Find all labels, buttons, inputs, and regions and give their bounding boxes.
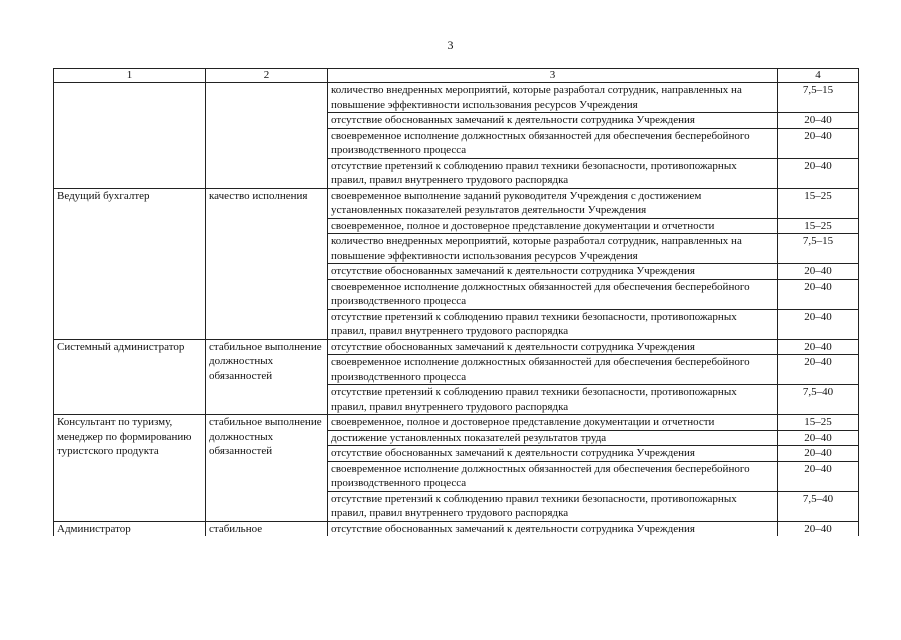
- position-cell: [54, 83, 206, 189]
- position-cell: Администратор: [54, 521, 206, 536]
- position-cell: Системный администратор: [54, 339, 206, 415]
- header-col-1: 1: [54, 69, 206, 83]
- score-cell: 20–40: [778, 339, 859, 355]
- indicator-cell: отсутствие претензий к соблюдению правил техники безопасности, противопожарных правил, правил внутреннего трудового распорядка: [328, 385, 778, 415]
- score-cell: 7,5–40: [778, 385, 859, 415]
- score-cell: 7,5–40: [778, 491, 859, 521]
- indicator-cell: своевременное исполнение должностных обязанностей для обеспечения бесперебойного производственного процесса: [328, 461, 778, 491]
- score-cell: 20–40: [778, 113, 859, 129]
- criterion-cell: стабильное: [206, 521, 328, 536]
- score-cell: 20–40: [778, 446, 859, 462]
- indicator-cell: отсутствие обоснованных замечаний к деятельности сотрудника Учреждения: [328, 446, 778, 462]
- header-row: [54, 69, 859, 83]
- criterion-cell: стабильное выполнение должностных обязанностей: [206, 415, 328, 522]
- indicator-cell: отсутствие обоснованных замечаний к деятельности сотрудника Учреждения: [328, 113, 778, 129]
- score-cell: 20–40: [778, 430, 859, 446]
- criterion-cell: [206, 83, 328, 189]
- score-cell: 15–25: [778, 218, 859, 234]
- table-row: [54, 521, 859, 536]
- position-cell: Консультант по туризму, менеджер по формированию туристского продукта: [54, 415, 206, 522]
- score-cell: 7,5–15: [778, 83, 859, 113]
- score-cell: 20–40: [778, 158, 859, 188]
- criteria-table: [53, 68, 859, 536]
- criterion-cell: качество исполнения: [206, 188, 328, 339]
- indicator-cell: отсутствие обоснованных замечаний к деятельности сотрудника Учреждения: [328, 521, 778, 536]
- indicator-cell: своевременное исполнение должностных обязанностей для обеспечения бесперебойного производственного процесса: [328, 128, 778, 158]
- header-col-4: 4: [778, 69, 859, 83]
- criterion-cell: стабильное выполнение должностных обязанностей: [206, 339, 328, 415]
- indicator-cell: своевременное, полное и достоверное представление документации и отчетности: [328, 218, 778, 234]
- indicator-cell: отсутствие обоснованных замечаний к деятельности сотрудника Учреждения: [328, 264, 778, 280]
- indicator-cell: своевременное исполнение должностных обязанностей для обеспечения бесперебойного производственного процесса: [328, 355, 778, 385]
- indicator-cell: достижение установленных показателей результатов труда: [328, 430, 778, 446]
- score-cell: 20–40: [778, 309, 859, 339]
- header-col-3: 3: [328, 69, 778, 83]
- score-cell: 20–40: [778, 279, 859, 309]
- score-cell: 20–40: [778, 355, 859, 385]
- score-cell: 20–40: [778, 128, 859, 158]
- score-cell: 7,5–15: [778, 234, 859, 264]
- indicator-cell: отсутствие обоснованных замечаний к деятельности сотрудника Учреждения: [328, 339, 778, 355]
- indicator-cell: своевременное исполнение должностных обязанностей для обеспечения бесперебойного производственного процесса: [328, 279, 778, 309]
- indicator-cell: отсутствие претензий к соблюдению правил техники безопасности, противопожарных правил, правил внутреннего трудового распорядка: [328, 158, 778, 188]
- indicator-cell: своевременное, полное и достоверное представление документации и отчетности: [328, 415, 778, 431]
- indicator-cell: своевременное выполнение заданий руководителя Учреждения с достижением установленных показателей результатов деятельности Учреждения: [328, 188, 778, 218]
- table-row: [54, 83, 859, 113]
- indicator-cell: количество внедренных мероприятий, которые разработал сотрудник, направленных на повышение эффективности использования ресурсов Учреждения: [328, 83, 778, 113]
- score-cell: 20–40: [778, 461, 859, 491]
- indicator-cell: количество внедренных мероприятий, которые разработал сотрудник, направленных на повышение эффективности использования ресурсов Учреждения: [328, 234, 778, 264]
- score-cell: 15–25: [778, 415, 859, 431]
- indicator-cell: отсутствие претензий к соблюдению правил техники безопасности, противопожарных правил, правил внутреннего трудового распорядка: [328, 491, 778, 521]
- indicator-cell: отсутствие претензий к соблюдению правил техники безопасности, противопожарных правил, правил внутреннего трудового распорядка: [328, 309, 778, 339]
- score-cell: 15–25: [778, 188, 859, 218]
- table-row: [54, 188, 859, 218]
- score-cell: 20–40: [778, 264, 859, 280]
- score-cell: 20–40: [778, 521, 859, 536]
- position-cell: Ведущий бухгалтер: [54, 188, 206, 339]
- header-col-2: 2: [206, 69, 328, 83]
- table-row: [54, 339, 859, 355]
- page-number: 3: [447, 38, 454, 52]
- table-row: [54, 415, 859, 431]
